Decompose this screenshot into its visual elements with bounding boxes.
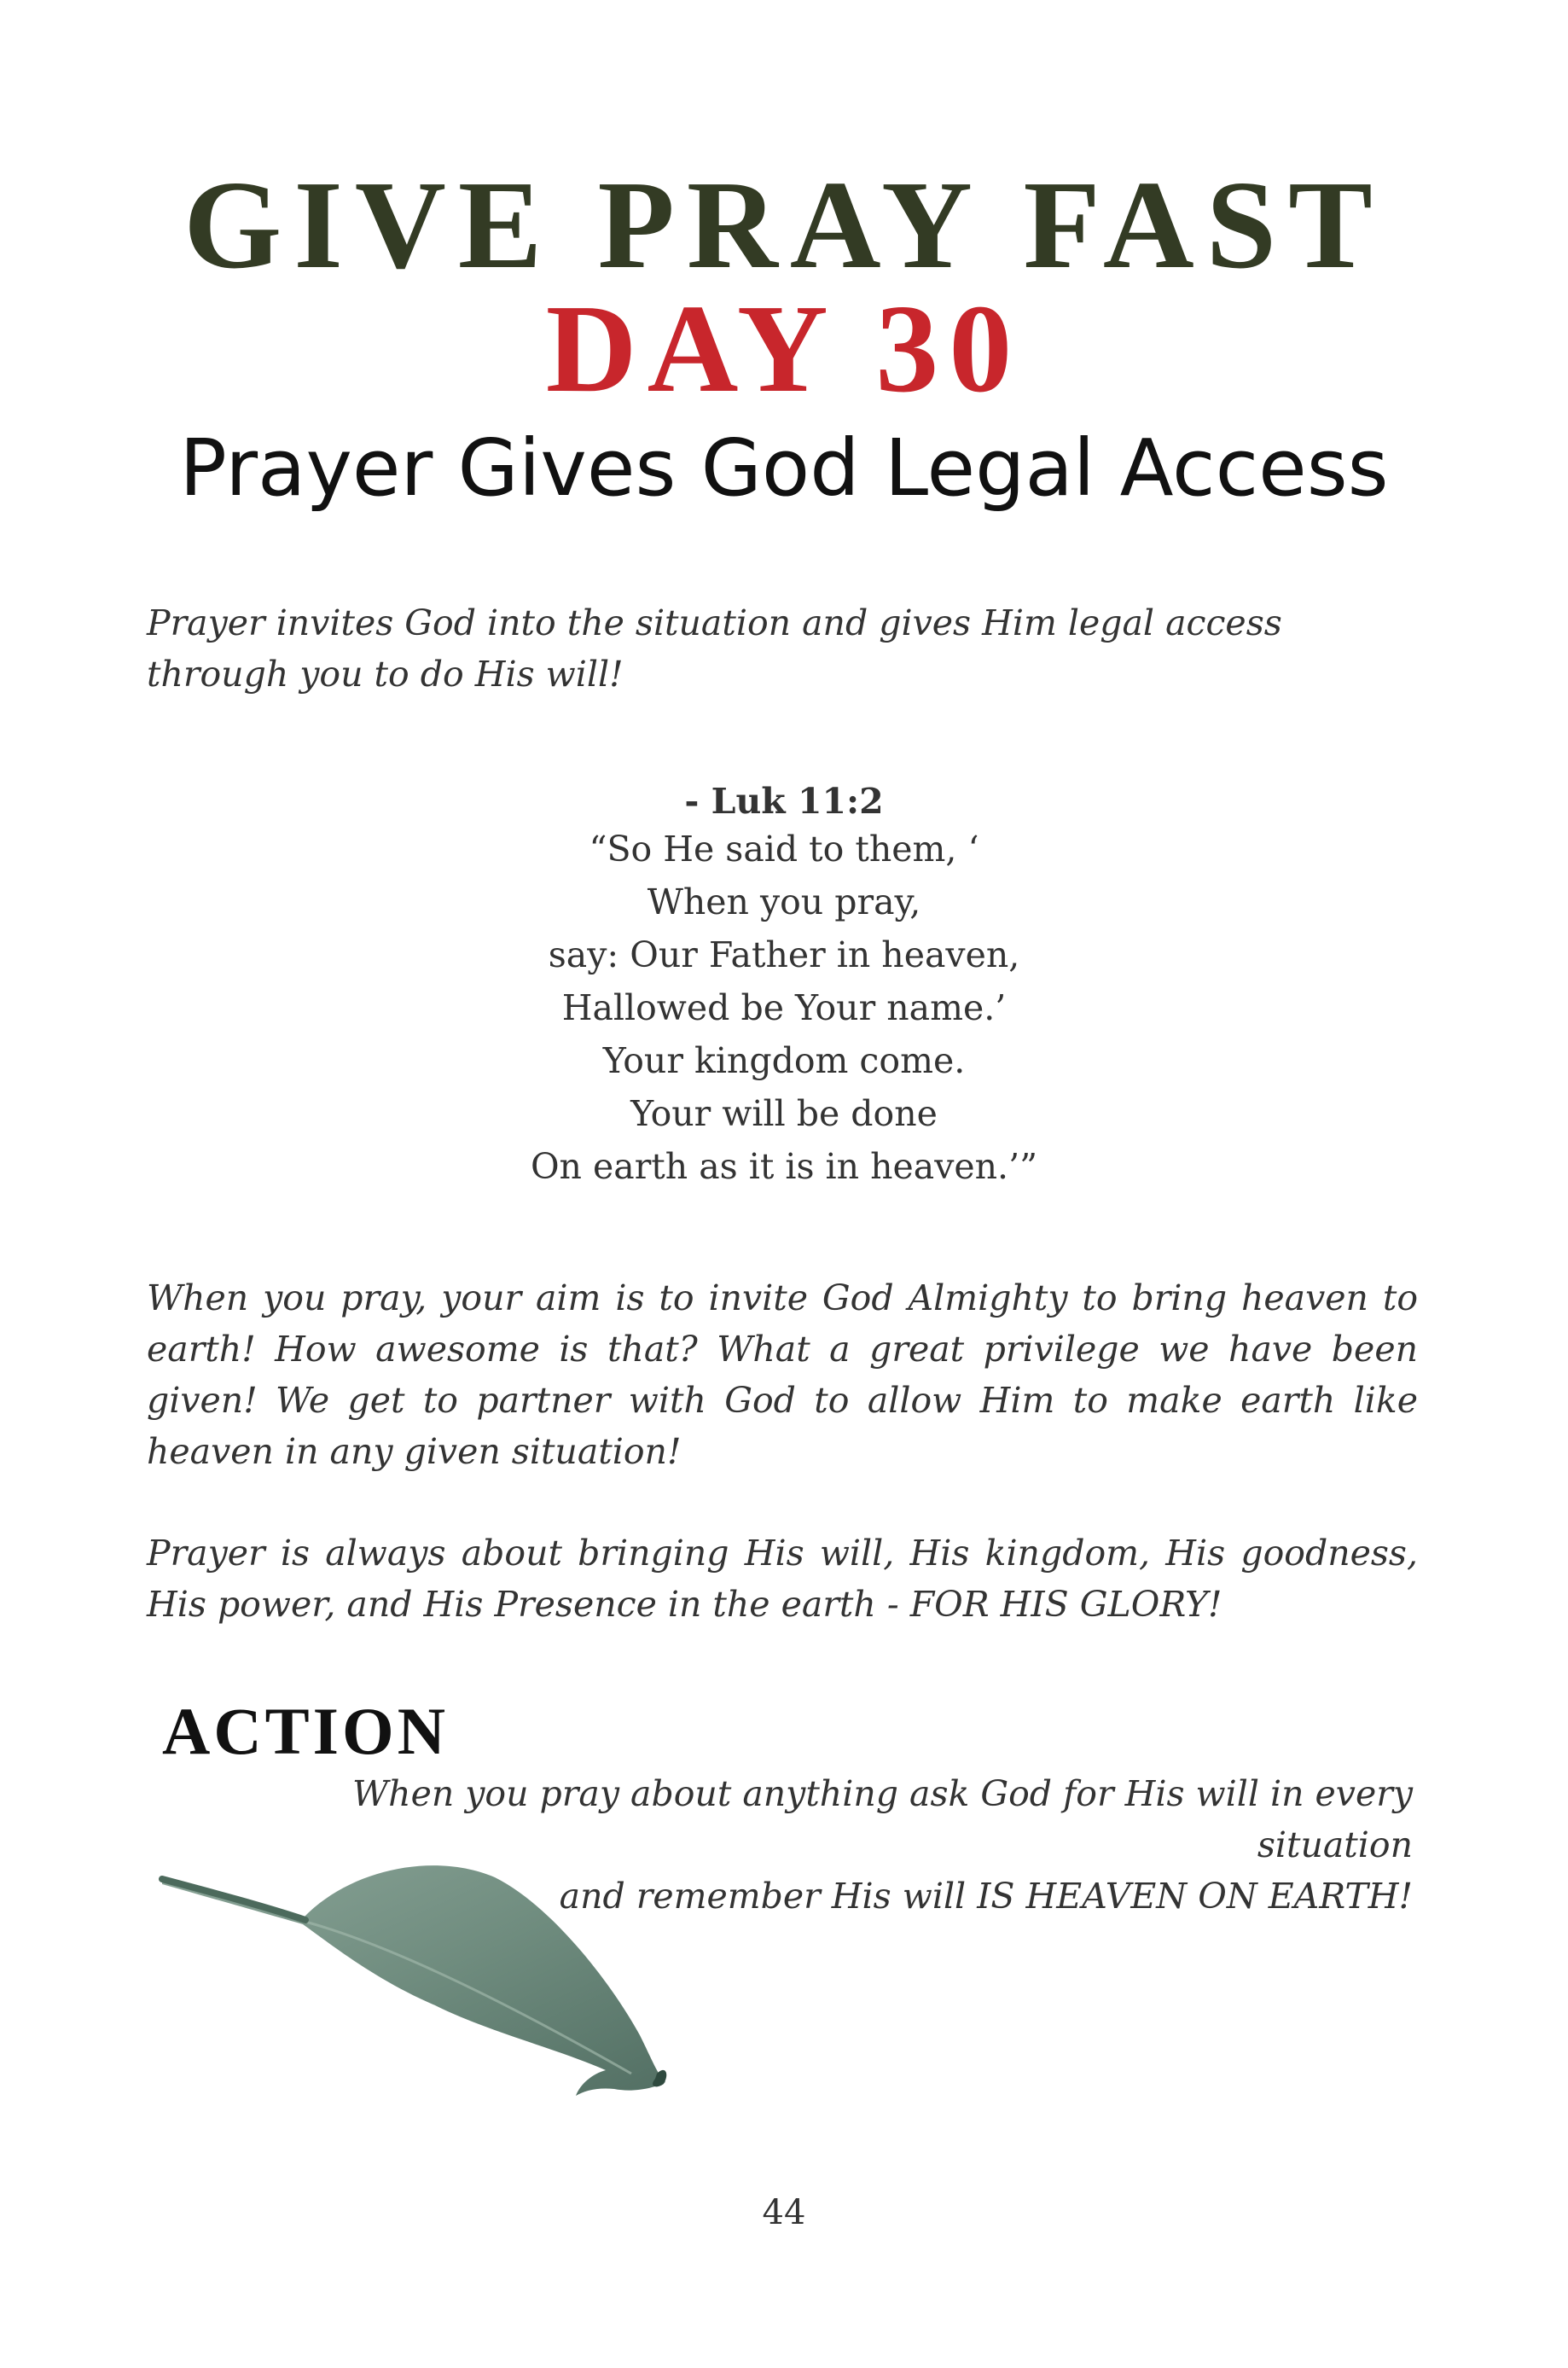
page-number: 44 — [762, 2193, 806, 2232]
scripture-line: “So He said to them, ‘ — [589, 829, 979, 870]
intro-paragraph: Prayer invites God into the situation and gives Him legal access through you to do His will! — [147, 602, 1282, 695]
scripture-line: When you pray, — [647, 881, 921, 922]
scripture-line: On earth as it is in heaven.’” — [530, 1146, 1038, 1187]
scripture-line: Your will be done — [630, 1093, 938, 1134]
action-line: When you pray about anything ask God for His will in every situation — [352, 1773, 1413, 1865]
action-heading: ACTION — [162, 1694, 450, 1768]
leaf-icon — [154, 1818, 708, 2099]
series-title: GIVE PRAY FAST — [183, 155, 1385, 295]
topic-title: Prayer Gives God Legal Access — [179, 422, 1389, 514]
body-paragraph: When you pray, your aim is to invite God Almighty to bring heaven to earth! How awesome is that? What a great privilege we have been given! We get to partner with God to allow Him to make earth like heaven in any given situation! — [147, 1277, 1418, 1472]
scripture-line: say: Our Father in heaven, — [548, 934, 1020, 975]
day-title: DAY 30 — [545, 279, 1023, 419]
action-line: and remember His will IS HEAVEN ON EARTH! — [559, 1876, 1413, 1917]
scripture-reference: - Luk 11:2 — [684, 781, 884, 822]
body-paragraph: Prayer is always about bringing His will, His kingdom, His goodness, His power, and His Presence in the earth - FOR HIS GLORY! — [147, 1533, 1418, 1625]
scripture-line: Hallowed be Your name.’ — [561, 987, 1007, 1028]
scripture-line: Your kingdom come. — [602, 1040, 966, 1081]
scripture-block — [256, 780, 1312, 1193]
